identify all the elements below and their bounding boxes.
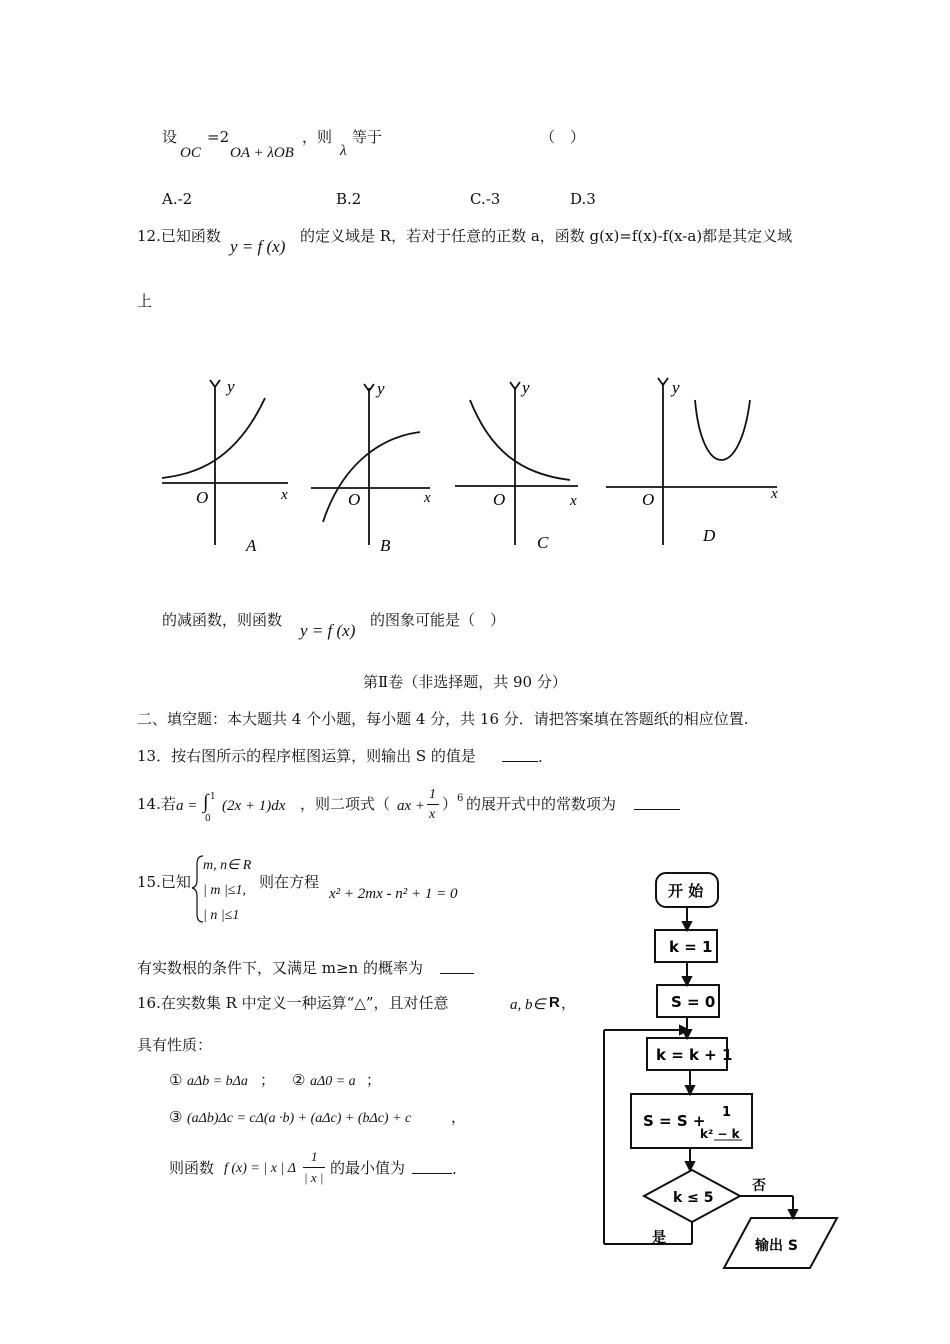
q16-set: a, b∈ bbox=[510, 997, 546, 1013]
q14-frac-bar bbox=[427, 804, 439, 805]
q15-cond1: m, n∈ R bbox=[203, 858, 252, 873]
q12-text3: 的减函数，则函数 bbox=[162, 611, 283, 629]
fill-intro: 二、填空题：本大题共 4 个小题，每小题 4 分，共 16 分．请把答案填在答题纸的相应位置. bbox=[137, 710, 749, 728]
q15-cond2: | m |≤1, bbox=[203, 883, 246, 898]
q16-prop1: aΔb = bΔa bbox=[187, 1074, 248, 1089]
q11-eq2: =2 bbox=[207, 128, 230, 146]
graph-a-origin: O bbox=[196, 488, 209, 507]
q11-suffix: 等于 bbox=[352, 128, 383, 146]
section-title: 第Ⅱ卷（非选择题，共 90 分） bbox=[363, 673, 567, 691]
q16-prop2: aΔ0 = a bbox=[310, 1074, 356, 1089]
q11-lambda: λ bbox=[340, 143, 347, 159]
q13-text: 13．按右图所示的程序框图运算，则输出 S 的值是 bbox=[137, 747, 476, 765]
q16-answer-blank: . bbox=[412, 1159, 457, 1178]
q12-prefix: 12.已知函数 bbox=[137, 227, 221, 245]
q16-frac-bar bbox=[303, 1167, 325, 1168]
q16-prop3-mark: ③ bbox=[169, 1108, 183, 1126]
flow-init-s-box bbox=[657, 985, 719, 1017]
flow-update-den-visible: k² − k bbox=[700, 1127, 740, 1141]
flow-init-k-box bbox=[655, 930, 717, 962]
q14-integrand: (2x + 1)dx bbox=[222, 798, 286, 814]
q12-text4: 的图象可能是（ ） bbox=[370, 611, 506, 629]
q11-answer-paren: （ ） bbox=[540, 128, 586, 146]
graph-a-y-label: y bbox=[227, 377, 235, 396]
graph-d-label: D bbox=[703, 526, 716, 545]
q12-func-2: y = f (x) bbox=[300, 621, 356, 640]
q15-cond3: | n |≤1 bbox=[203, 908, 240, 923]
graph-a-x-label: x bbox=[281, 487, 288, 503]
q11-option-c: C.-3 bbox=[470, 190, 501, 208]
q14-frac-num: 1 bbox=[429, 787, 436, 802]
graph-a-label: A bbox=[246, 536, 257, 555]
q11-vector-oc: OC bbox=[180, 145, 201, 161]
q16-line1: 16.在实数集 R 中定义一种运算“△”，且对任意 bbox=[137, 994, 449, 1012]
graph-c-origin: O bbox=[493, 490, 506, 509]
graph-b-y-label: y bbox=[377, 379, 385, 398]
q16-sep3: ， bbox=[451, 1108, 467, 1126]
q14-prefix: 14.若 bbox=[137, 795, 176, 813]
q14-upper: 1 bbox=[210, 792, 216, 802]
q12-func: y = f (x) bbox=[230, 237, 286, 256]
graph-d-x-label: x bbox=[771, 486, 778, 502]
q11-option-a: A.-2 bbox=[162, 190, 193, 208]
q16-func: f (x) = | x | Δ bbox=[224, 1161, 297, 1176]
flow-no-label: 否 bbox=[752, 1178, 766, 1194]
flow-yes-label: 是 bbox=[652, 1230, 666, 1246]
q16-line4-suffix: 的最小值为 bbox=[330, 1159, 406, 1177]
q16-frac-den: | x | bbox=[304, 1170, 324, 1185]
flow-init-k-text: k = 1 bbox=[669, 938, 713, 956]
flow-start-text: 开 始 bbox=[668, 882, 704, 900]
graph-c-label: C bbox=[537, 533, 549, 552]
graph-b-origin: O bbox=[348, 490, 361, 509]
q14-integral: ∫ bbox=[203, 791, 209, 813]
q11-vector-expr: OA + λOB bbox=[230, 145, 294, 161]
graph-d-y-label: y bbox=[672, 378, 680, 397]
q16-sep2: ； bbox=[366, 1071, 382, 1089]
graph-c-y-label: y bbox=[522, 378, 530, 397]
flow-inc-k-box bbox=[647, 1038, 727, 1070]
q16-sep1: ； bbox=[260, 1071, 276, 1089]
q12-text1: 的定义域是 R，若对于任意的正数 a，函数 g(x)=f(x)-f(x-a)都是其定义域 bbox=[300, 227, 793, 245]
q16-comma: ， bbox=[561, 994, 577, 1012]
q15-answer-blank bbox=[440, 959, 474, 978]
q11-then: ，则 bbox=[302, 128, 333, 146]
flow-update-s-text: S = S + bbox=[643, 1112, 706, 1130]
q11-option-b: B.2 bbox=[336, 190, 362, 208]
q16-frac-num: 1 bbox=[311, 1149, 318, 1164]
flow-update-s-box bbox=[631, 1094, 752, 1148]
flow-init-s-text: S = 0 bbox=[671, 993, 716, 1011]
flow-output-box bbox=[724, 1218, 837, 1268]
q16-prop2-mark: ② bbox=[292, 1071, 306, 1089]
q14-close: ） bbox=[442, 795, 458, 813]
q14-a-eq: a = bbox=[176, 798, 198, 814]
q14-suffix: 的展开式中的常数项为 bbox=[466, 795, 617, 813]
graph-d-origin: O bbox=[642, 490, 655, 509]
q16-line2: 具有性质： bbox=[137, 1036, 213, 1054]
q16-prop1-mark: ① bbox=[169, 1071, 183, 1089]
flow-start-box bbox=[656, 873, 718, 907]
q14-lower: 0 bbox=[205, 814, 211, 824]
q12-text2: 上 bbox=[137, 292, 153, 310]
q16-line4-prefix: 则函数 bbox=[169, 1159, 215, 1177]
flow-cond-diamond bbox=[644, 1170, 740, 1222]
q14-answer-blank bbox=[634, 795, 680, 814]
flow-inc-k-text: k = k + 1 bbox=[656, 1046, 733, 1064]
q15-mid: 则在方程 bbox=[259, 873, 320, 891]
q15-line2: 有实数根的条件下，又满足 m≥n 的概率为 bbox=[137, 959, 423, 977]
flow-update-num: 1 bbox=[722, 1105, 732, 1120]
flow-cond-text: k ≤ 5 bbox=[673, 1190, 714, 1206]
q15-equation: x² + 2mx - n² + 1 = 0 bbox=[329, 886, 458, 902]
q16-set-r: R bbox=[549, 994, 560, 1011]
q14-power: 6 bbox=[457, 793, 464, 804]
q14-mid: ，则二项式（ bbox=[300, 795, 391, 813]
q16-prop3: (aΔb)Δc = cΔ(a ·b) + (aΔc) + (bΔc) + c bbox=[187, 1111, 412, 1126]
q14-binom: ax + bbox=[397, 798, 426, 814]
graph-b-x-label: x bbox=[424, 490, 431, 506]
q13-answer-blank: . bbox=[502, 747, 543, 766]
q11-prefix: 设 bbox=[162, 128, 178, 146]
graph-c-x-label: x bbox=[570, 493, 577, 509]
flow-output-text: 输出 S bbox=[755, 1238, 798, 1254]
graph-b-label: B bbox=[380, 536, 391, 555]
q15-prefix: 15.已知 bbox=[137, 873, 191, 891]
q11-option-d: D.3 bbox=[570, 190, 596, 208]
q14-frac-den: x bbox=[429, 807, 436, 822]
